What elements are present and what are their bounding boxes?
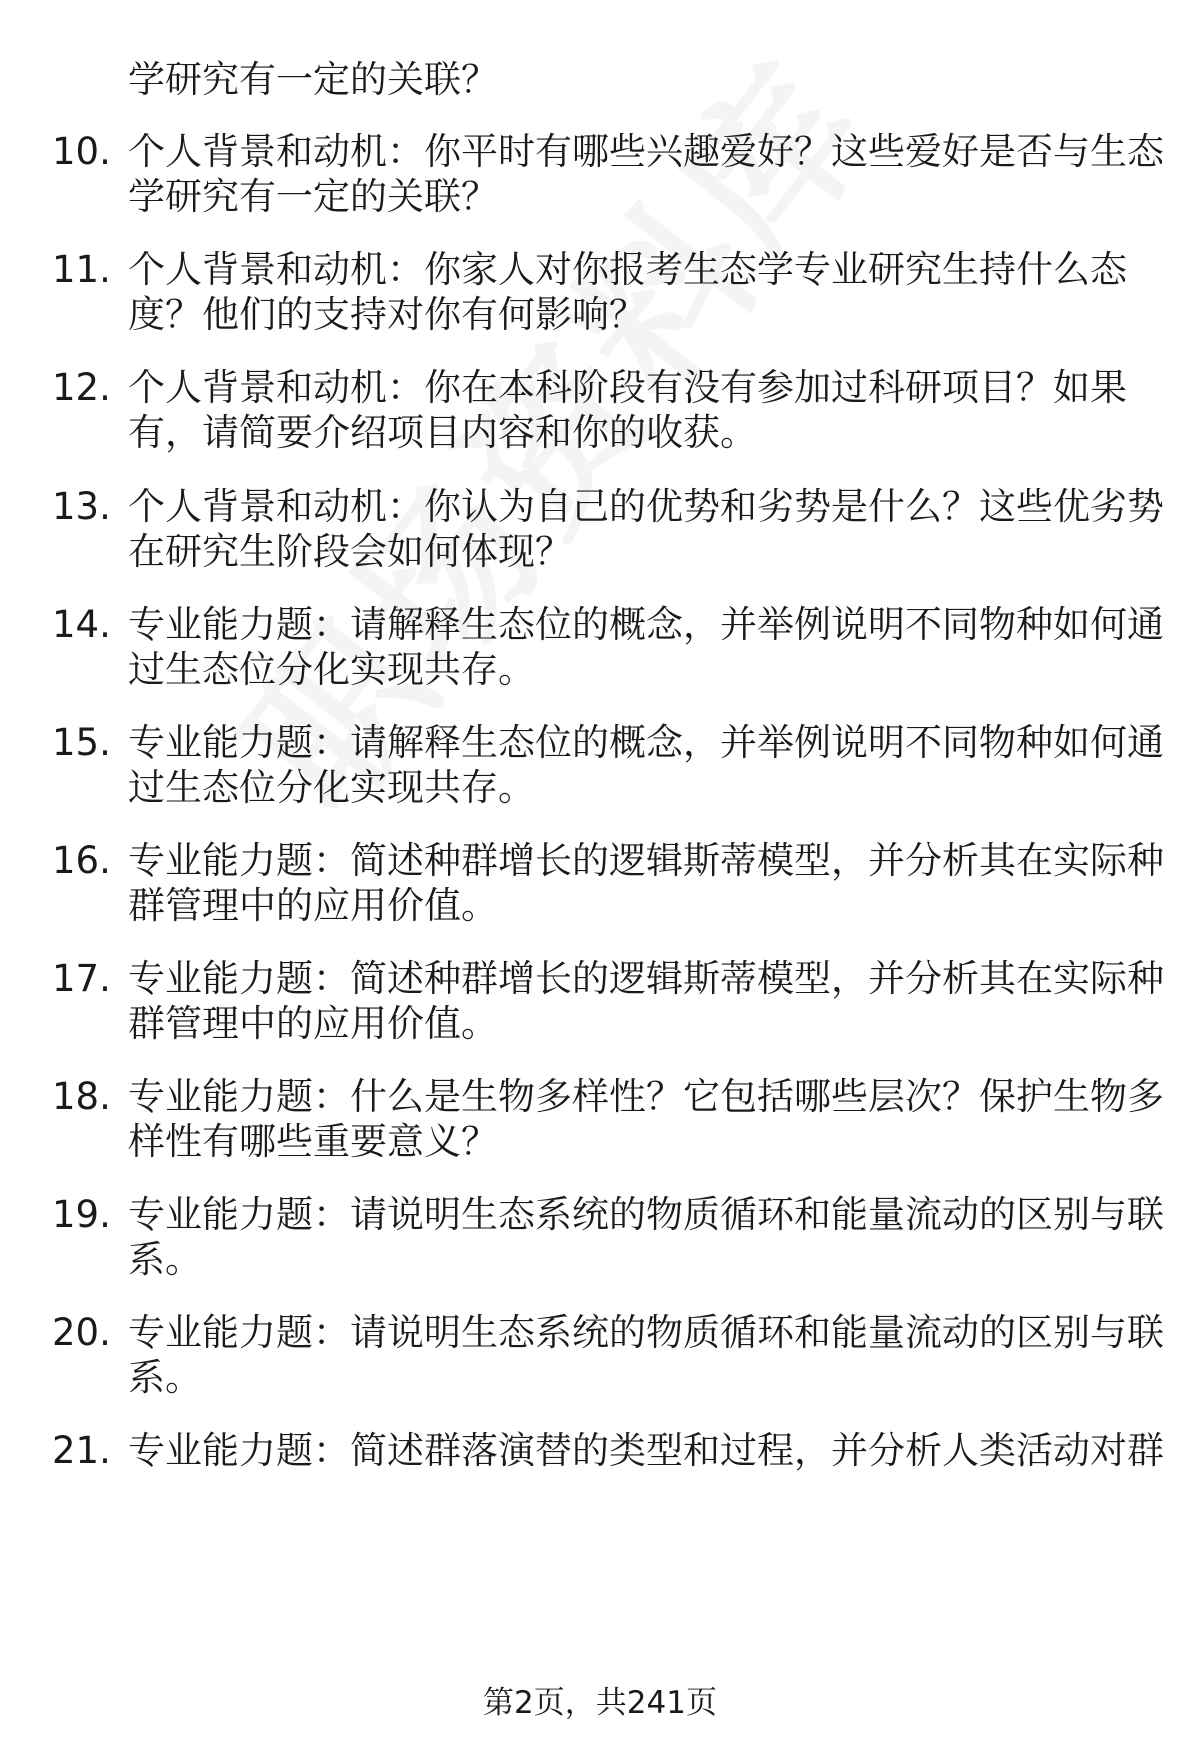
question-line: 个人背景和动机：你在本科阶段有没有参加过科研项目？如果 xyxy=(128,366,1127,409)
question-number: 19. xyxy=(52,1193,111,1236)
question-line: 度？他们的支持对你有何影响？ xyxy=(128,293,646,336)
question-line: 在研究生阶段会如何体现？ xyxy=(128,530,572,573)
question-number: 16. xyxy=(52,839,111,882)
question-line: 个人背景和动机：你平时有哪些兴趣爱好？这些爱好是否与生态 xyxy=(128,130,1164,173)
question-line: 学研究有一定的关联？ xyxy=(128,175,498,218)
question-number: 20. xyxy=(52,1311,111,1354)
question-number: 15. xyxy=(52,721,111,764)
question-line: 过生态位分化实现共存。 xyxy=(128,648,535,691)
question-line: 专业能力题：什么是生物多样性？它包括哪些层次？保护生物多 xyxy=(128,1075,1164,1118)
question-number: 11. xyxy=(52,248,111,291)
question-line: 专业能力题：简述种群增长的逻辑斯蒂模型，并分析其在实际种 xyxy=(128,957,1164,1000)
question-line: 系。 xyxy=(128,1238,202,1281)
question-number: 18. xyxy=(52,1075,111,1118)
question-line: 专业能力题：请解释生态位的概念，并举例说明不同物种如何通 xyxy=(128,721,1164,764)
question-line: 群管理中的应用价值。 xyxy=(128,1002,498,1045)
question-line: 过生态位分化实现共存。 xyxy=(128,766,535,809)
question-line: 专业能力题：简述种群增长的逻辑斯蒂模型，并分析其在实际种 xyxy=(128,839,1164,882)
page-footer: 第2页，共241页 xyxy=(483,1685,717,1721)
question-line: 专业能力题：请说明生态系统的物质循环和能量流动的区别与联 xyxy=(128,1193,1164,1236)
question-line: 个人背景和动机：你认为自己的优势和劣势是什么？这些优劣势 xyxy=(128,485,1164,528)
question-number: 13. xyxy=(52,485,111,528)
question-number: 12. xyxy=(52,366,111,409)
question-line: 个人背景和动机：你家人对你报考生态学专业研究生持什么态 xyxy=(128,248,1127,291)
question-line: 有，请简要介绍项目内容和你的收获。 xyxy=(128,411,757,454)
question-line: 专业能力题：请解释生态位的概念，并举例说明不同物种如何通 xyxy=(128,603,1164,646)
question-number: 14. xyxy=(52,603,111,646)
question-line: 学研究有一定的关联？ xyxy=(128,58,498,101)
question-line: 样性有哪些重要意义？ xyxy=(128,1120,498,1163)
question-line: 专业能力题：请说明生态系统的物质循环和能量流动的区别与联 xyxy=(128,1311,1164,1354)
question-number: 17. xyxy=(52,957,111,1000)
question-line: 系。 xyxy=(128,1356,202,1399)
question-line: 群管理中的应用价值。 xyxy=(128,884,498,927)
question-line: 专业能力题：简述群落演替的类型和过程，并分析人类活动对群 xyxy=(128,1429,1164,1472)
question-number: 10. xyxy=(52,130,111,173)
question-number: 21. xyxy=(52,1429,111,1472)
